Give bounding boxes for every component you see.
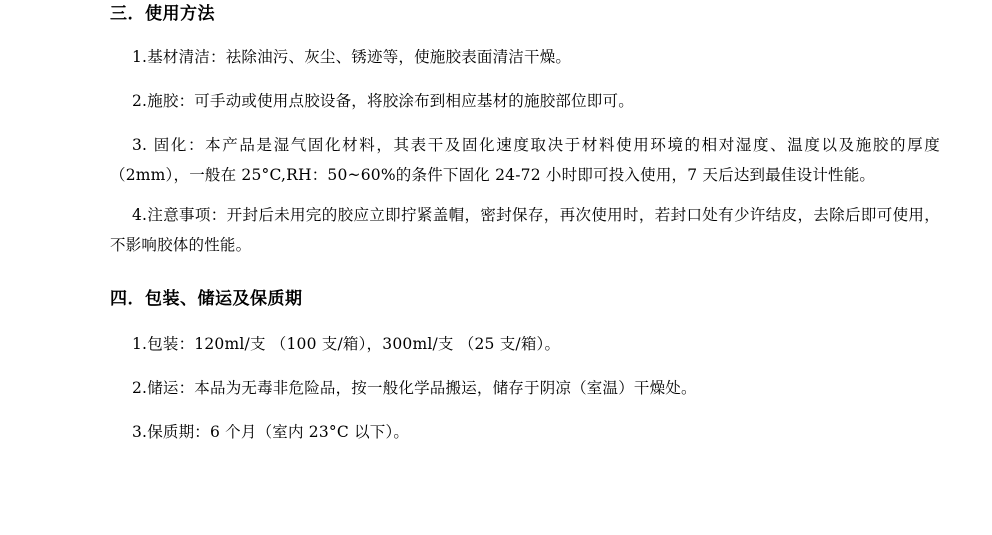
usage-step-4: 4.注意事项：开封后未用完的胶应立即拧紧盖帽，密封保存，再次使用时，若封口处有少许结皮，去除后即可使用，不影响胶体的性能。 <box>110 206 940 254</box>
usage-step-3: 3. 固化：本产品是湿气固化材料，其表干及固化速度取决于材料使用环境的相对湿度、温度以及施胶的厚度（2mm），一般在 25°C,RH：50~60%的条件下固化 24-72 小时即可投入使用，7 天后达到最佳设计性能。 <box>110 136 940 184</box>
packaging-item-1: 1.包装：120ml/支 （100 支/箱），300ml/支 （25 支/箱）。 <box>132 335 561 353</box>
spacer <box>110 260 940 270</box>
spacer <box>110 311 940 329</box>
spacer <box>110 116 940 130</box>
spacer <box>110 26 940 42</box>
spacer <box>110 359 940 373</box>
spacer <box>110 72 940 86</box>
spacer <box>110 403 940 417</box>
section-heading-usage: 三．使用方法 <box>110 4 215 24</box>
packaging-item-3: 3.保质期：6 个月（室内 23°C 以下）。 <box>132 423 410 441</box>
usage-step-1: 1.基材清洁：祛除油污、灰尘、锈迹等，使施胶表面清洁干燥。 <box>132 48 572 66</box>
spacer <box>110 190 940 200</box>
section-heading-packaging: 四．包装、储运及保质期 <box>110 289 303 309</box>
usage-step-2: 2.施胶：可手动或使用点胶设备，将胶涂布到相应基材的施胶部位即可。 <box>132 92 634 110</box>
packaging-item-2: 2.储运：本品为无毒非危险品，按一般化学品搬运，储存于阴凉（室温）干燥处。 <box>132 379 697 397</box>
